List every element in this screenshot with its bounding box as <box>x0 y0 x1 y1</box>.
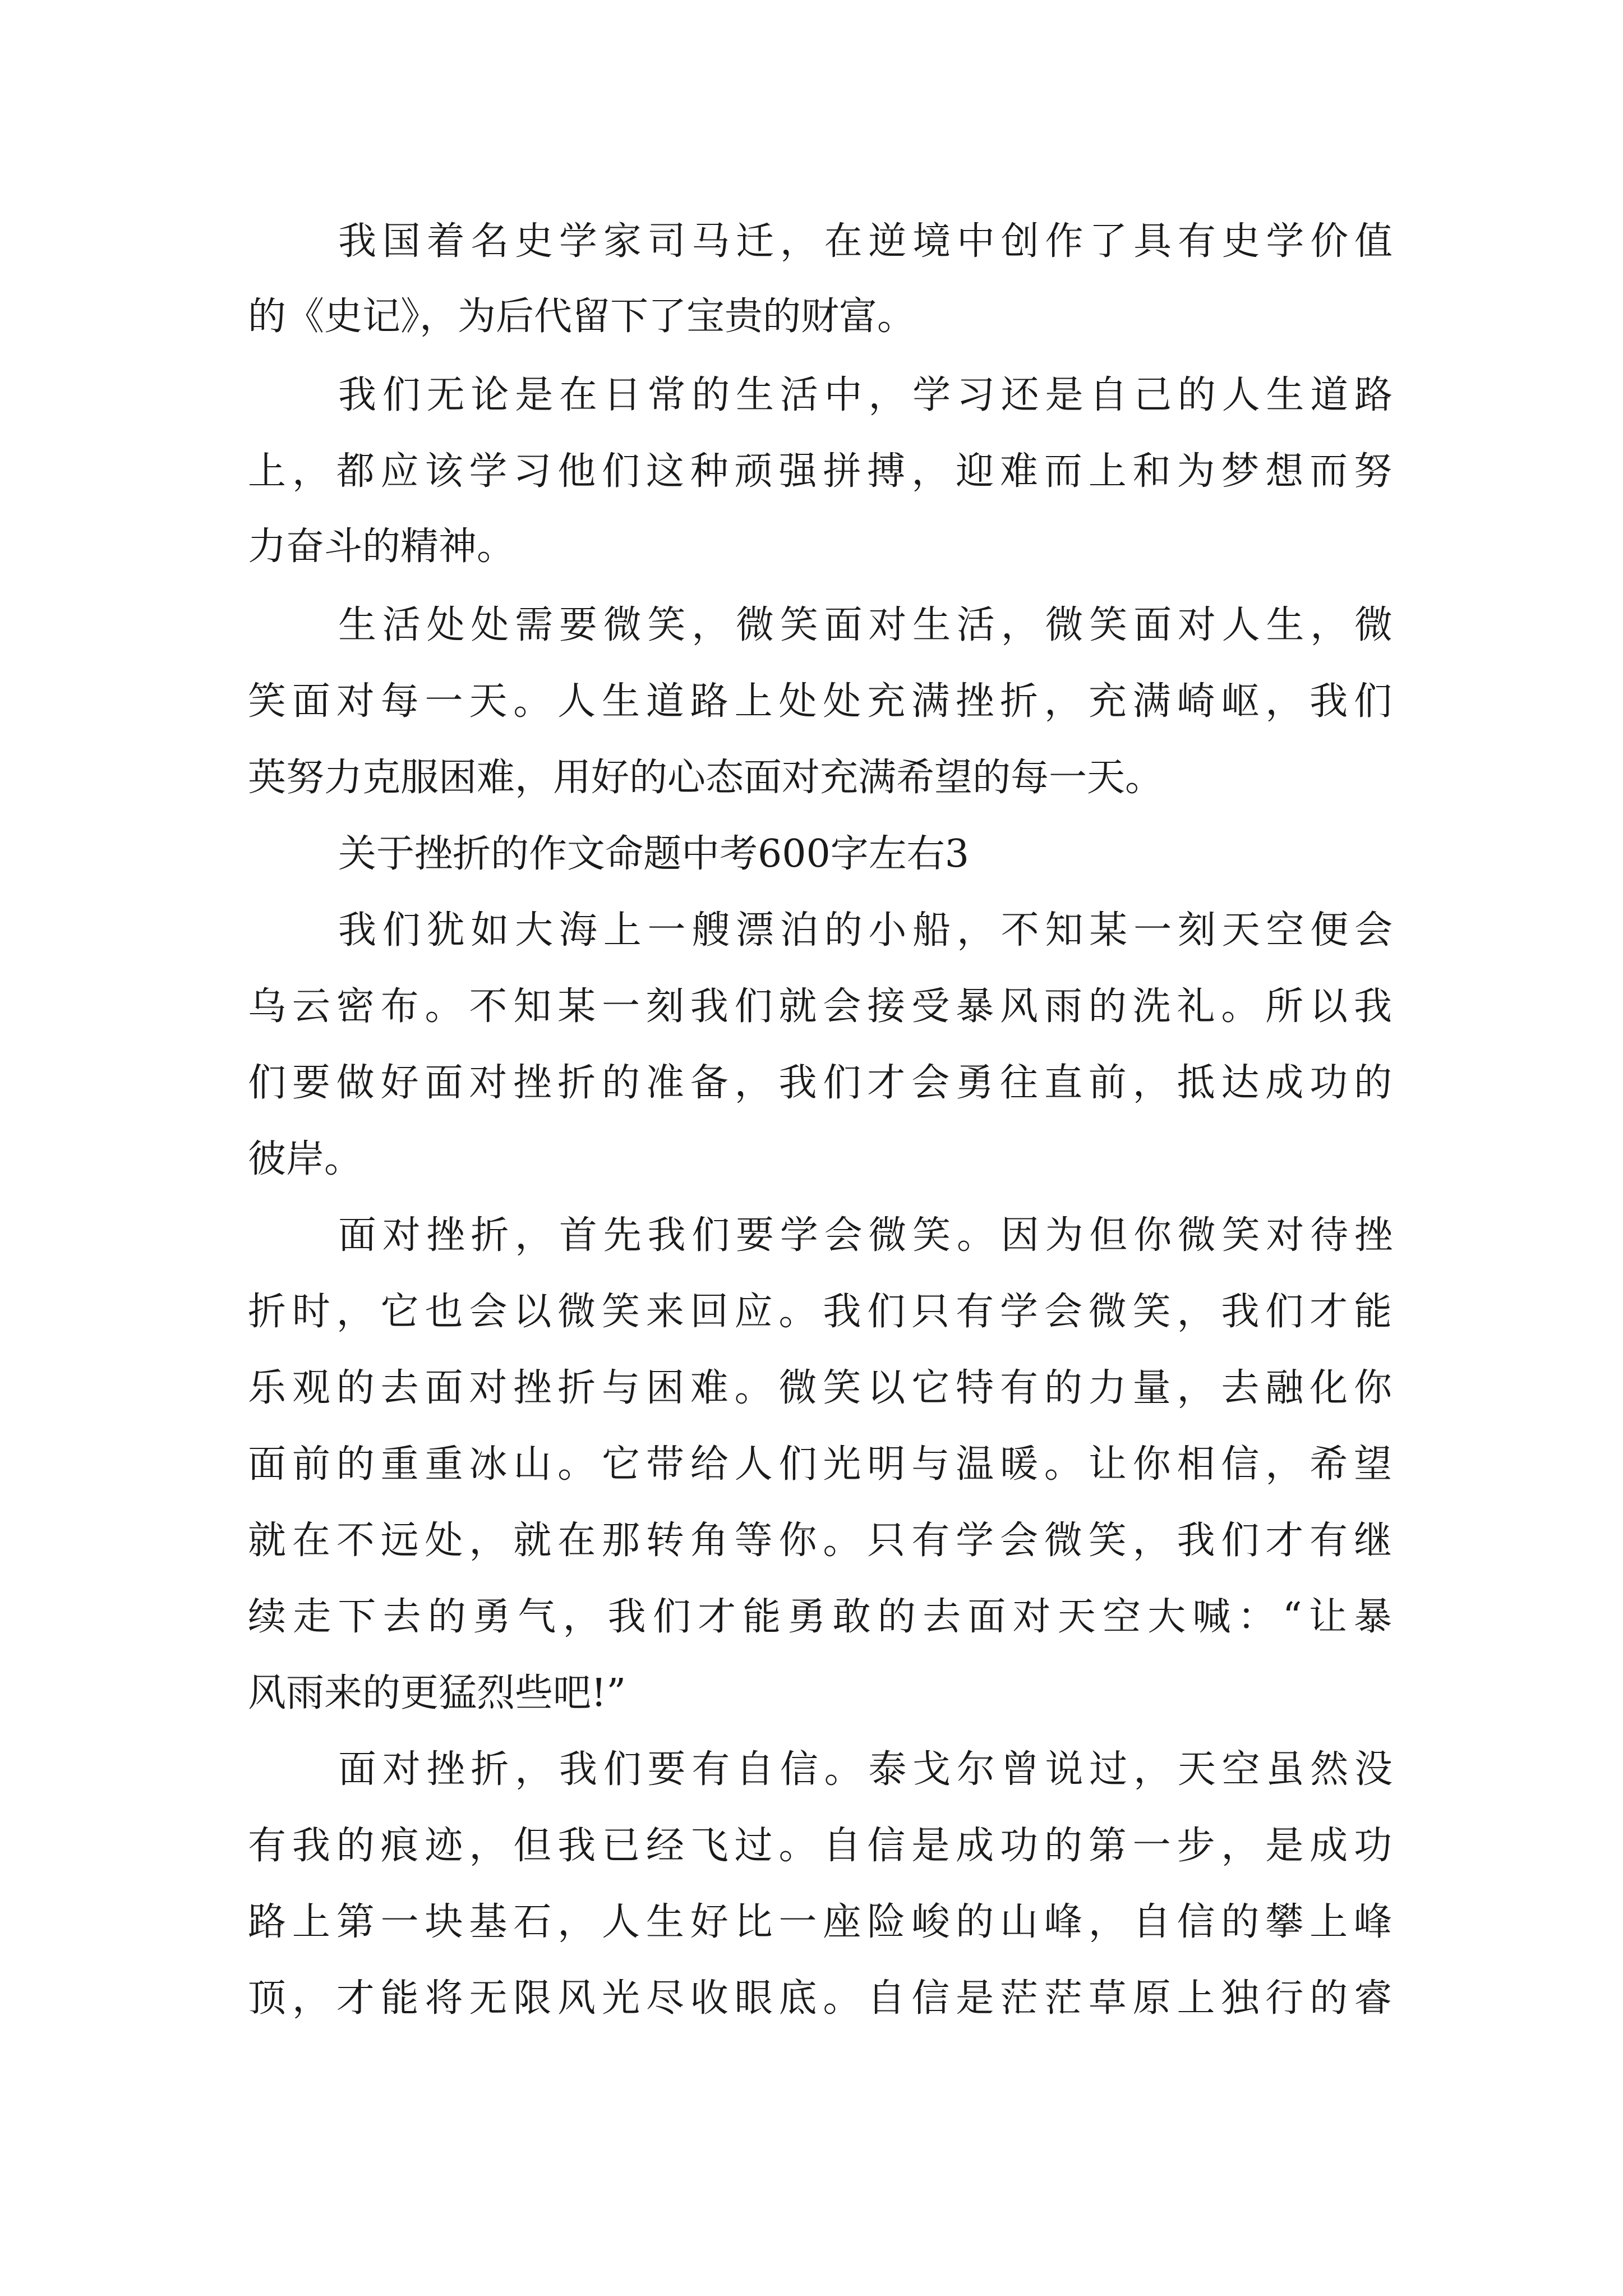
text-line: 们要做好面对挫折的准备，我们才会勇往直前，抵达成功的 <box>248 1061 1392 1105</box>
text-line: 面对挫折，首先我们要学会微笑。因为但你微笑对待挫 <box>338 1213 1393 1258</box>
text-line: 我们犹如大海上一艘漂泊的小船，不知某一刻天空便会 <box>338 908 1393 953</box>
text-line: 续走下去的勇气，我们才能勇敢的去面对天空大喊：“让暴 <box>248 1595 1392 1639</box>
text-line: 顶，才能将无限风光尽收眼底。自信是茫茫草原上独行的睿 <box>248 1976 1392 2021</box>
text-line: 上，都应该学习他们这种顽强拼搏，迎难而上和为梦想而努 <box>248 449 1392 494</box>
text-line: 笑面对每一天。人生道路上处处充满挫折，充满崎岖，我们 <box>248 679 1392 724</box>
section-heading: 关于挫折的作文命题中考600字左右3 <box>338 832 970 876</box>
text-line: 有我的痕迹，但我已经飞过。自信是成功的第一步，是成功 <box>248 1824 1392 1868</box>
text-line: 路上第一块基石，人生好比一座险峻的山峰，自信的攀上峰 <box>248 1900 1392 1944</box>
text-line: 的《史记》，为后代留下了宝贵的财富。 <box>248 295 916 339</box>
text-line: 面对挫折，我们要有自信。泰戈尔曾说过，天空虽然没 <box>338 1747 1393 1792</box>
text-line: 乐观的去面对挫折与困难。微笑以它特有的力量，去融化你 <box>248 1366 1392 1410</box>
text-line: 生活处处需要微笑，微笑面对生活，微笑面对人生，微 <box>338 603 1393 647</box>
text-line: 折时，它也会以微笑来回应。我们只有学会微笑，我们才能 <box>248 1290 1392 1334</box>
text-line: 风雨来的更猛烈些吧!” <box>248 1671 626 1715</box>
text-line: 英努力克服困难，用好的心态面对充满希望的每一天。 <box>248 756 1164 800</box>
text-line: 乌云密布。不知某一刻我们就会接受暴风雨的洗礼。所以我 <box>248 984 1392 1029</box>
text-line: 力奋斗的精神。 <box>248 524 515 569</box>
text-line: 我国着名史学家司马迁，在逆境中创作了具有史学价值 <box>338 219 1393 264</box>
text-line: 我们无论是在日常的生活中，学习还是自己的人生道路 <box>338 373 1393 417</box>
text-line: 彼岸。 <box>248 1137 363 1181</box>
text-line: 面前的重重冰山。它带给人们光明与温暖。让你相信，希望 <box>248 1442 1392 1487</box>
text-line: 就在不远处，就在那转角等你。只有学会微笑，我们才有继 <box>248 1519 1392 1563</box>
